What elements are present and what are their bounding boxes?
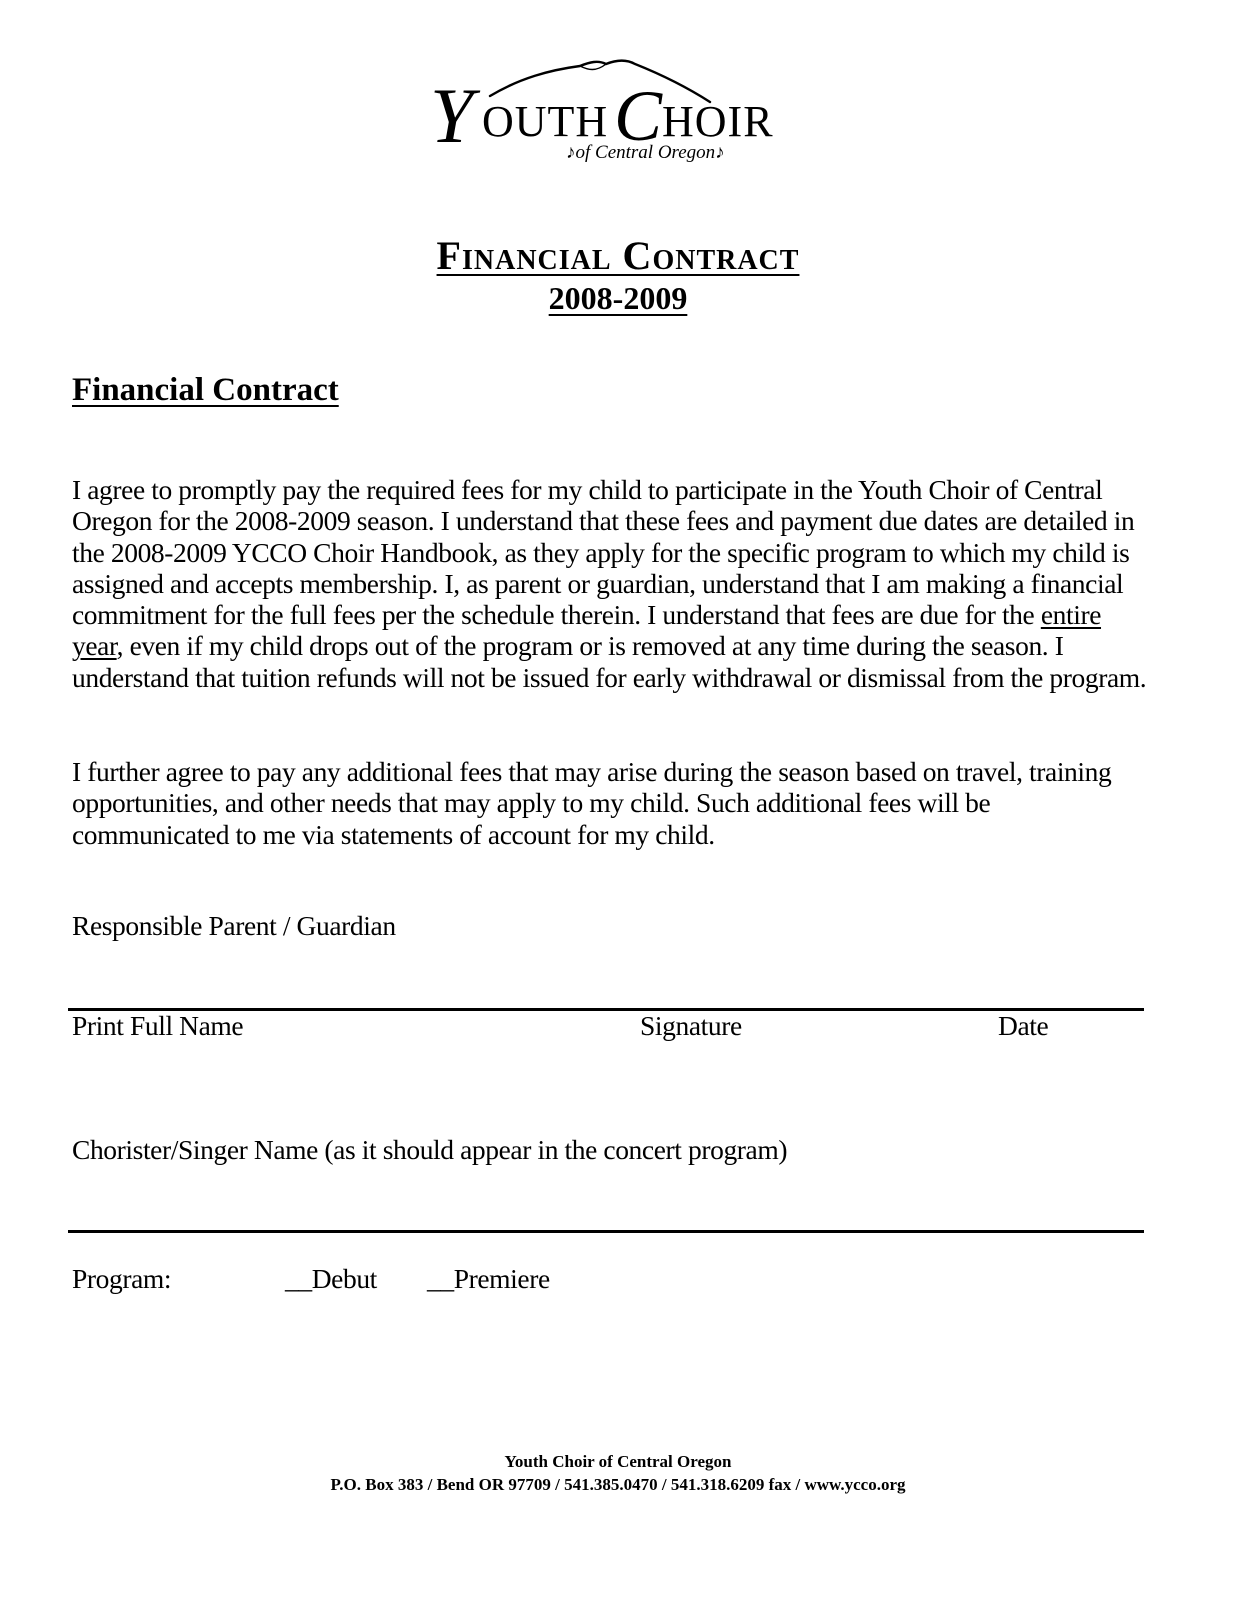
date-label: Date bbox=[998, 1010, 1049, 1041]
season-text: 2008-2009 bbox=[548, 280, 688, 316]
premiere-option[interactable]: __Premiere bbox=[427, 1263, 550, 1294]
debut-option[interactable]: __Debut bbox=[285, 1263, 377, 1294]
page-title bbox=[0, 232, 1236, 279]
additional-fees-paragraph: I further agree to pay any additional fees that may arise during the season based on travel, training opportunities, and other needs that may apply to my child. Such additional fees will be communicated to me via statements of account for my child. bbox=[72, 756, 1112, 850]
responsible-parent-label: Responsible Parent / Guardian bbox=[72, 910, 396, 941]
signature-label: Signature bbox=[640, 1010, 742, 1041]
season-subtitle bbox=[0, 280, 1236, 317]
svg-text:♪of Central Oregon♪: ♪of Central Oregon♪ bbox=[566, 142, 725, 163]
svg-text:Y: Y bbox=[430, 72, 474, 159]
chorister-name-line[interactable] bbox=[68, 1230, 1144, 1233]
entire-year-emphasis: entire year bbox=[72, 599, 1102, 662]
page-title-text: Financial Contract bbox=[436, 233, 800, 278]
mountain-logo-icon bbox=[430, 56, 780, 172]
svg-text:OUTH: OUTH bbox=[482, 97, 609, 146]
organization-logo bbox=[430, 56, 780, 172]
footer-organization: Youth Choir of Central Oregon bbox=[504, 1452, 732, 1471]
print-full-name-label: Print Full Name bbox=[72, 1010, 244, 1041]
agreement-text-end: , even if my child drops out of the program or is removed at any time during the season. I understand that tuition refunds will not be issued for early withdrawal or dismissal from the program. bbox=[72, 630, 1147, 693]
svg-text:HOIR: HOIR bbox=[662, 97, 774, 146]
program-label: Program: bbox=[72, 1263, 172, 1294]
agreement-text-start: I agree to promptly pay the required fees for my child to participate in the Youth Choir of Central Oregon for the 2008-2009 season. I understand that these fees and payment due dates are detailed in the 2008-2009 YCCO Choir Handbook, as they apply for the specific program to which my child is assigned and accepts membership. I, as parent or guardian, understand that I am making a financial commitment for the full fees per the schedule therein. I understand that fees are due for the bbox=[72, 474, 1135, 631]
chorister-name-label: Chorister/Singer Name (as it should appear in the concert program) bbox=[72, 1134, 788, 1165]
svg-text:C: C bbox=[614, 76, 663, 156]
agreement-paragraph bbox=[72, 474, 1152, 693]
section-heading: Financial Contract bbox=[72, 372, 339, 408]
footer-contact-info: P.O. Box 383 / Bend OR 97709 / 541.385.0470 / 541.318.6209 fax / www.ycco.org bbox=[330, 1475, 906, 1494]
